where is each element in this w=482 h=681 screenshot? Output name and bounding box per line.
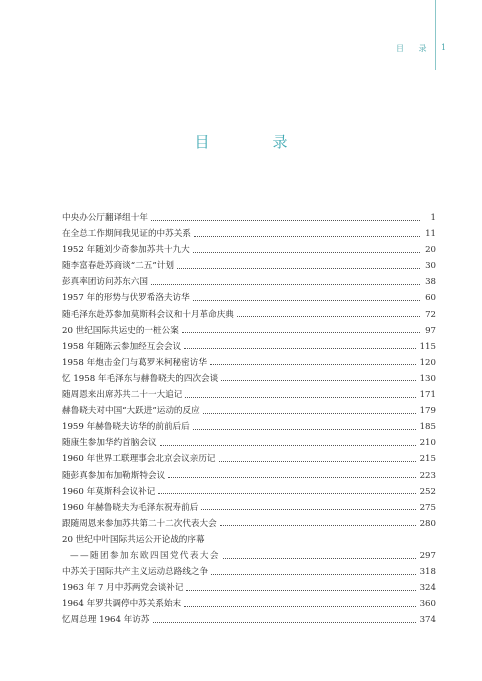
toc-entry[interactable]: [62, 387, 436, 403]
dot-leader: [168, 477, 415, 478]
toc-entry-page: 120: [419, 357, 436, 368]
toc-entry-title: 1960 年世界工联理事会北京会议亲历记: [62, 454, 216, 465]
dot-leader: [219, 461, 416, 462]
toc-entry[interactable]: [62, 355, 436, 371]
toc-entry[interactable]: [62, 596, 436, 612]
dot-leader: [221, 380, 415, 381]
toc-entry-page: 280: [419, 518, 436, 529]
dot-leader: [184, 348, 415, 349]
toc-entry-title: 1958 年随陈云参加经互会会议: [62, 341, 182, 352]
toc-entry-title: 1958 年炮击金门与葛罗米柯秘密访华: [62, 357, 207, 368]
dot-leader: [153, 622, 416, 623]
toc-entry-title: 1964 年罗共调停中苏关系始末: [62, 599, 182, 610]
toc-entry-subtitle: ——随团参加东欧四国党代表大会: [70, 550, 220, 561]
toc-entry[interactable]: [62, 242, 436, 258]
dot-leader: [158, 493, 415, 494]
toc-entry-page: 179: [419, 406, 436, 417]
toc-entry-title: 随康生参加华约首脑会议: [62, 438, 157, 449]
dot-leader: [201, 509, 415, 510]
toc-entry[interactable]: [62, 532, 436, 548]
dot-leader: [237, 316, 420, 317]
toc-entry[interactable]: [62, 419, 436, 435]
toc-entry-page: 11: [425, 229, 436, 240]
dot-leader: [185, 397, 415, 398]
toc-entry-page: 97: [425, 325, 436, 336]
toc-entry[interactable]: [62, 258, 436, 274]
toc-entry-title: 赫鲁晓夫对中国“大跃进”运动的反应: [62, 406, 200, 417]
toc-entry-title: 忆周总理 1964 年访苏: [62, 615, 150, 626]
toc-entry-title: 20 世纪中叶国际共运公开论战的序幕: [62, 534, 205, 545]
toc-entry[interactable]: [62, 290, 436, 306]
toc-entry[interactable]: [62, 500, 436, 516]
dot-leader: [220, 525, 416, 526]
page-number: 1: [441, 43, 447, 52]
toc-entry-page: 360: [419, 599, 436, 610]
toc-entry-title: 在全总工作期间我见证的中苏关系: [62, 229, 191, 240]
toc-entry[interactable]: [62, 516, 436, 532]
dot-leader: [210, 364, 416, 365]
toc-entry-page: 171: [419, 390, 436, 401]
toc-entry-title: 跟随周恩来参加苏共第二十二次代表大会: [62, 518, 217, 529]
dot-leader: [184, 606, 415, 607]
toc-entry[interactable]: [62, 435, 436, 451]
toc-entry[interactable]: [62, 323, 436, 339]
dot-leader: [194, 236, 420, 237]
toc-entry[interactable]: [62, 612, 436, 628]
toc-entry[interactable]: [62, 371, 436, 387]
dot-leader: [193, 300, 420, 301]
table-of-contents: [62, 210, 436, 628]
toc-entry-page: 252: [419, 486, 436, 497]
toc-entry-page: 210: [419, 438, 436, 449]
toc-entry-title: 随毛泽东赴苏参加莫斯科会议和十月革命庆典: [62, 309, 234, 320]
toc-entry[interactable]: [62, 468, 436, 484]
toc-entry-title: 20 世纪国际共运史的一桩公案: [62, 325, 179, 336]
toc-entry-title: 1960 年赫鲁晓夫为毛泽东祝寿前后: [62, 502, 199, 513]
toc-entry-page: 223: [419, 470, 436, 481]
toc-entry-page: 1: [430, 213, 436, 223]
toc-entry-page: 20: [425, 245, 436, 256]
dot-leader: [203, 413, 416, 414]
toc-entry-title: 中苏关于国际共产主义运动总路线之争: [62, 567, 209, 578]
toc-entry[interactable]: [62, 403, 436, 419]
page-title: 目 录: [194, 133, 312, 151]
toc-entry-title: 1957 年的形势与伏罗希洛夫访华: [62, 293, 190, 304]
dot-leader: [193, 429, 416, 430]
toc-entry[interactable]: [62, 564, 436, 580]
toc-entry-title: 彭真率团访问苏东六国: [62, 277, 148, 288]
dot-leader: [177, 268, 420, 269]
toc-entry-page: 115: [419, 341, 436, 352]
toc-entry[interactable]: [62, 339, 436, 355]
dot-leader: [160, 445, 416, 446]
toc-entry[interactable]: [62, 580, 436, 596]
toc-entry-page: 130: [419, 373, 436, 384]
toc-entry[interactable]: [62, 210, 436, 226]
dot-leader: [186, 590, 415, 591]
toc-entry-page: 215: [419, 454, 436, 465]
toc-entry-title: 随李富春赴苏商谈“二五”计划: [62, 261, 174, 272]
toc-entry-page: 38: [425, 277, 436, 288]
header-divider: [435, 0, 436, 70]
toc-entry[interactable]: [62, 484, 436, 500]
toc-entry-page: 297: [419, 550, 436, 561]
toc-entry-title: 1963 年 7 月中苏两党会谈补记: [62, 583, 184, 594]
toc-entry[interactable]: [62, 226, 436, 242]
dot-leader: [223, 558, 416, 559]
toc-entry-title: 1960 年莫斯科会议补记: [62, 486, 156, 497]
running-head: 目 录: [396, 44, 433, 53]
toc-entry-page: 30: [425, 261, 436, 272]
toc-entry-page: 60: [425, 293, 436, 304]
toc-entry-title: 中央办公厅翻译组十年: [62, 213, 148, 223]
toc-entry-title: 随周恩来出席苏共二十一大追记: [62, 390, 183, 401]
toc-entry[interactable]: [62, 274, 436, 290]
toc-entry-page: 185: [419, 422, 436, 433]
toc-entry-page: 275: [419, 502, 436, 513]
dot-leader: [193, 252, 420, 253]
toc-entry-page: 374: [419, 615, 436, 626]
toc-entry[interactable]: [62, 548, 436, 564]
dot-leader: [182, 332, 420, 333]
toc-entry[interactable]: [62, 307, 436, 323]
toc-entry-title: 1959 年赫鲁晓夫访华的前前后后: [62, 422, 190, 433]
toc-entry-title: 1952 年随刘少奇参加苏共十九大: [62, 245, 190, 256]
toc-entry[interactable]: [62, 451, 436, 467]
toc-entry-title: 忆 1958 年毛泽东与赫鲁晓夫的四次会谈: [62, 373, 219, 384]
dot-leader: [151, 284, 420, 285]
toc-entry-title: 随彭真参加布加勒斯特会议: [62, 470, 166, 481]
toc-entry-page: 72: [425, 309, 436, 320]
dot-leader: [211, 574, 415, 575]
toc-entry-page: 324: [419, 583, 436, 594]
toc-entry-page: 318: [419, 567, 436, 578]
dot-leader: [151, 220, 420, 221]
